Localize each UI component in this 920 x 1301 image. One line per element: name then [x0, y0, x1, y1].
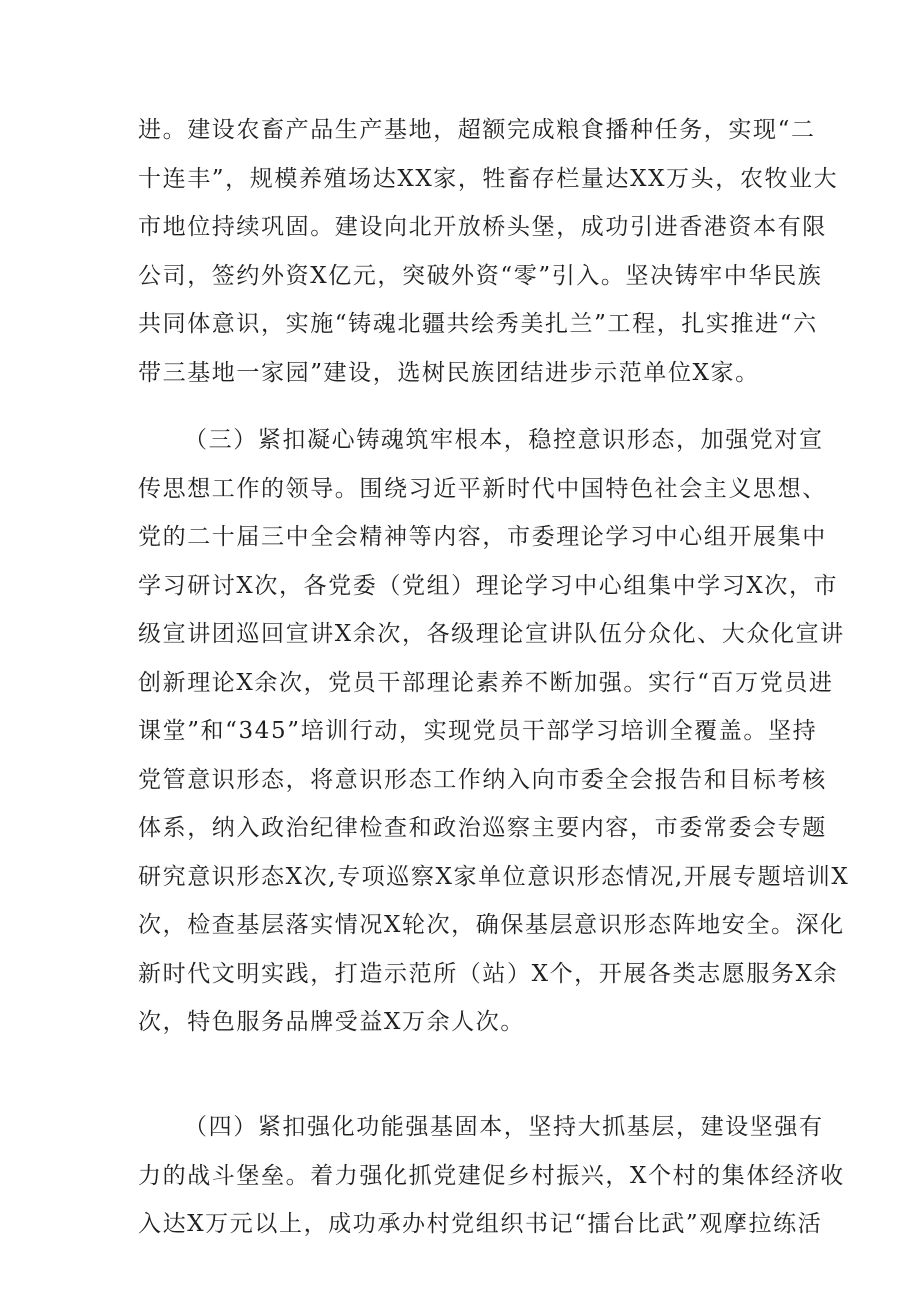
text-line: （四）紧扣强化功能强基固本，坚持大抓基层，建设坚强有	[184, 1114, 824, 1140]
text-line: 级宣讲团巡回宣讲X余次，各级理论宣讲队伍分众化、大众化宣讲	[138, 621, 845, 647]
text-line: 新时代文明实践，打造示范所（站）X个，开展各类志愿服务X余	[138, 960, 839, 987]
text-line: 党的二十届三中全会精神等内容，市委理论学习中心组开展集中	[138, 524, 827, 550]
text-line: 共同体意识，实施“铸魂北疆共绘秀美扎兰”工程，扎实推进“六	[138, 311, 818, 337]
paragraph-agriculture-opening	[138, 106, 839, 397]
text-line: 入达X万元以上，成功承办村党组织书记“擂台比武”观摩拉练活	[138, 1211, 823, 1237]
text-line: 次，特色服务品牌受益X万余人次。	[138, 1009, 525, 1035]
text-line: 传思想工作的领导。围绕习近平新时代中国特色社会主义思想、	[138, 475, 827, 502]
text-line: 进。建设农畜产品生产基地，超额完成粮食播种任务，实现“二	[138, 117, 816, 143]
text-line: 公司，签约外资X亿元，突破外资“零”引入。坚决铸牢中华民族	[138, 262, 823, 289]
text-line: 体系，纳入政治纪律检查和政治巡察主要内容，市委常委会专题	[138, 815, 827, 841]
text-line: 力的战斗堡垒。着力强化抓党建促乡村振兴，X个村的集体经济收	[138, 1162, 845, 1189]
text-line: 创新理论X余次，党员干部理论素养不断加强。实行“百万党员进	[138, 669, 834, 696]
text-line: 课堂”和“345”培训行动，实现党员干部学习培训全覆盖。坚持	[138, 718, 818, 744]
text-line: （三）紧扣凝心铸魂筑牢根本，稳控意识形态，加强党对宣	[184, 427, 824, 453]
paragraph-grassroots	[138, 1103, 845, 1249]
text-line: 次，检查基层落实情况X轮次，确保基层意识形态阵地安全。深化	[138, 912, 845, 938]
text-line: 研究意识形态X次,专项巡察X家单位意识形态情况,开展专题培训X	[138, 863, 850, 890]
text-line: 十连丰”，规模养殖场达XX家，牲畜存栏量达XX万头，农牧业大	[138, 165, 839, 192]
text-line: 带三基地一家园”建设，选树民族团结进步示范单位X家。	[138, 359, 760, 386]
text-line: 学习研讨X次，各党委（党组）理论学习中心组集中学习X次，市	[138, 572, 839, 599]
text-line: 党管意识形态，将意识形态工作纳入向市委全会报告和目标考核	[138, 766, 827, 793]
paragraph-ideology	[138, 416, 850, 1047]
text-line: 市地位持续巩固。建设向北开放桥头堡，成功引进香港资本有限	[138, 214, 827, 240]
